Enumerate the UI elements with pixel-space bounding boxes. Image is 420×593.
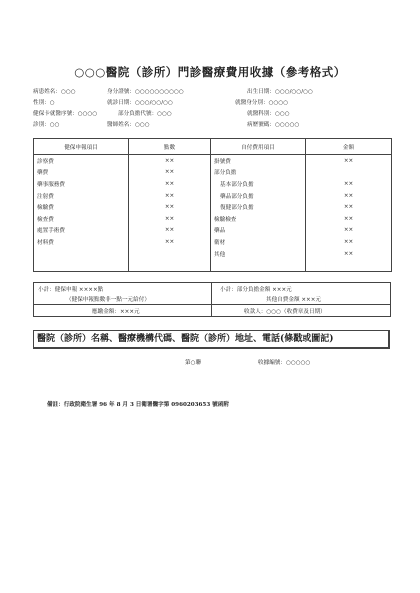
- department: 就醫科別：○○○: [247, 111, 290, 117]
- self-pay-item: 部分負擔: [211, 167, 306, 179]
- insurance-identity: 就醫身分別：○○○○: [235, 100, 289, 106]
- insurance-item: 材料費: [34, 236, 129, 248]
- summary-box: [33, 282, 391, 317]
- table-row: [34, 213, 392, 225]
- summary-divider: [211, 283, 212, 316]
- record-number: 病歷號碼：○○○○○: [247, 122, 300, 128]
- fee-table: [33, 138, 392, 272]
- header-amount: 金額: [306, 139, 392, 155]
- receiver: 收款人：○○○（收費章及日期）: [244, 309, 326, 315]
- self-pay-item: 復健部分負擔: [211, 201, 306, 213]
- points-value: ××: [129, 178, 211, 190]
- self-pay-item: 基本部分負擔: [211, 178, 306, 190]
- self-pay-item: 藥品: [211, 225, 306, 237]
- insurance-subtotal: 小計：健保申報 ××××點: [38, 287, 104, 293]
- table-row: [34, 236, 392, 248]
- doctor-name: 醫師姓名：○○○: [107, 122, 150, 128]
- table-row: [34, 155, 392, 167]
- points-value: ××: [129, 236, 211, 248]
- self-pay-item: [211, 259, 306, 271]
- amount-value: ××: [306, 190, 392, 202]
- page-title: ○○○醫院（診所）門診醫療費用收據（參考格式）: [74, 65, 346, 79]
- amount-value: [306, 259, 392, 271]
- insurance-item: [34, 259, 129, 271]
- amount-value: ××: [306, 236, 392, 248]
- amount-value: [306, 167, 392, 179]
- self-pay-item: 其他: [211, 248, 306, 260]
- insurance-item: 藥費: [34, 167, 129, 179]
- receipt-number: 收據編號：○○○○○: [258, 360, 311, 366]
- insurance-item: [34, 248, 129, 260]
- header-self-pay-items: 自付費用項目: [211, 139, 306, 155]
- amount-value: ××: [306, 225, 392, 237]
- table-row: [34, 190, 392, 202]
- points-value: ××: [129, 213, 211, 225]
- points-value: ××: [129, 225, 211, 237]
- copay-subtotal: 小計：部分負擔金額 ×××元: [220, 287, 292, 293]
- insurance-item: 檢驗費: [34, 201, 129, 213]
- amount-value: ××: [306, 248, 392, 260]
- amount-value: ××: [306, 213, 392, 225]
- table-row: [34, 201, 392, 213]
- points-value: [129, 248, 211, 260]
- amount-value: ××: [306, 155, 392, 167]
- copy-number: 第○聯: [185, 360, 202, 366]
- table-row: [34, 225, 392, 237]
- header-points: 點數: [129, 139, 211, 155]
- diagnosis-type: 診別：○○: [33, 122, 60, 128]
- self-pay-item: 檢驗檢查: [211, 213, 306, 225]
- insurance-item: 處置手術費: [34, 225, 129, 237]
- card-serial: 健保卡就醫序號：○○○○: [33, 111, 98, 117]
- footnote: 備註：行政院衛生署 96 年 8 月 3 日衛署醫字第 0960203653 號函附: [47, 402, 229, 408]
- points-value: ××: [129, 201, 211, 213]
- self-pay-subtotal: 其他自費金額 ×××元: [266, 297, 321, 303]
- visit-date: 就診日期：○○○/○○/○○: [107, 100, 173, 106]
- insurance-subtotal-note: （健保申報點數非一點一元給付）: [66, 297, 150, 303]
- points-value: ××: [129, 155, 211, 167]
- gender: 性別：○: [33, 100, 55, 106]
- insurance-item: 藥事服務費: [34, 178, 129, 190]
- summary-separator: [34, 304, 390, 305]
- points-value: ××: [129, 167, 211, 179]
- insurance-item: 診察費: [34, 155, 129, 167]
- table-row: [34, 259, 392, 271]
- header-insurance-items: 健保申報項目: [34, 139, 129, 155]
- table-row: [34, 167, 392, 179]
- patient-name: 病患姓名：○○○: [33, 89, 76, 95]
- self-pay-item: 藥品部分負擔: [211, 190, 306, 202]
- amount-value: ××: [306, 178, 392, 190]
- table-header-row: [34, 139, 392, 155]
- self-pay-item: 衛材: [211, 236, 306, 248]
- copay-code: 部分負擔代號：○○○: [118, 111, 172, 117]
- amount-value: ××: [306, 201, 392, 213]
- hospital-stamp-line: 醫院（診所）名稱、醫療機構代碼、醫院（診所）地址、電話(條戳或圖記): [33, 330, 390, 349]
- self-pay-item: 掛號費: [211, 155, 306, 167]
- patient-id: 身分證號：○○○○○○○○○○: [107, 89, 184, 95]
- table-row: [34, 248, 392, 260]
- insurance-item: 檢查費: [34, 213, 129, 225]
- points-value: [129, 259, 211, 271]
- total-due: 應繳金額：×××元: [92, 309, 140, 315]
- table-row: [34, 178, 392, 190]
- insurance-item: 注射費: [34, 190, 129, 202]
- birth-date: 出生日期：○○○/○○/○○: [247, 89, 313, 95]
- points-value: ××: [129, 190, 211, 202]
